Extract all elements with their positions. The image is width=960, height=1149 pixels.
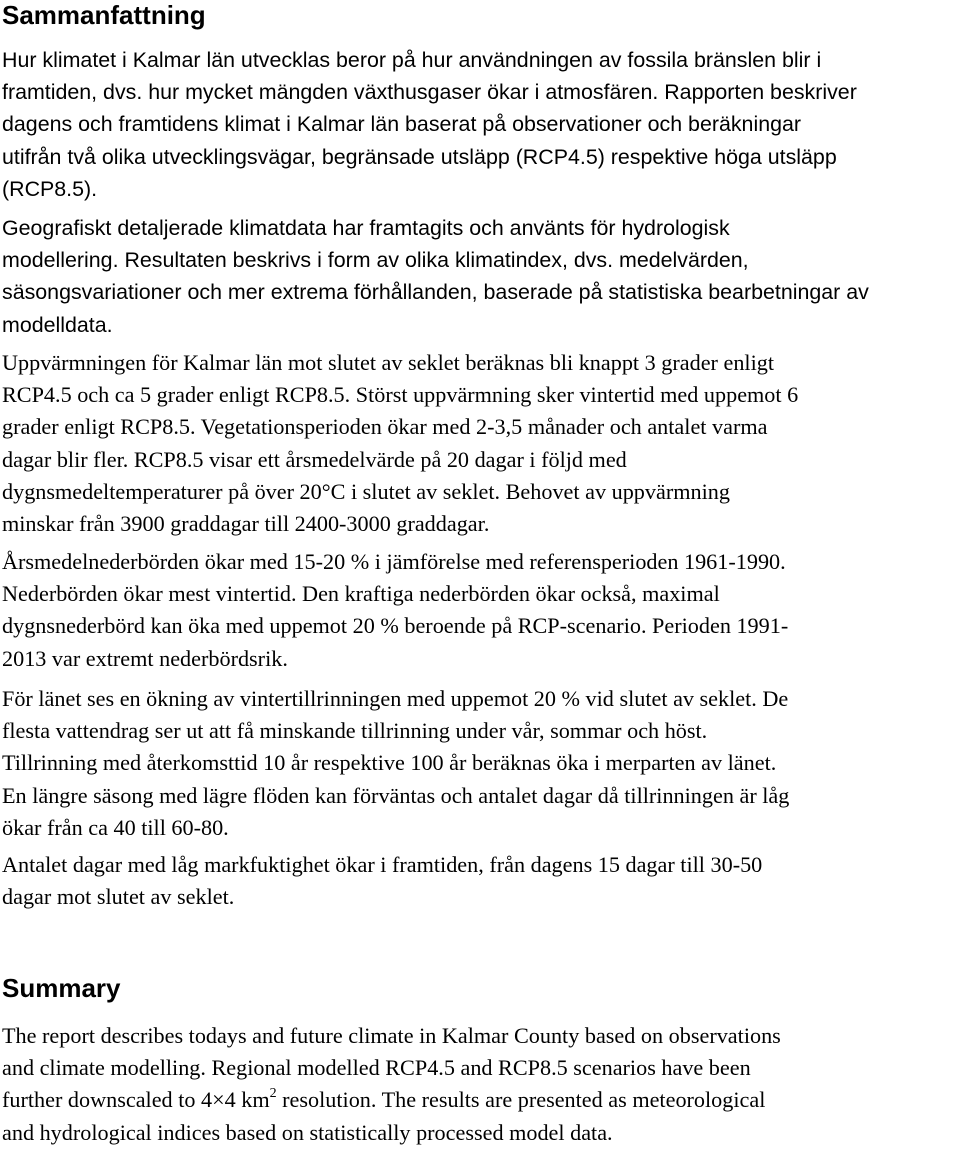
text-segment: resolution. The results are presented as meteorological — [276, 1087, 766, 1113]
text-line: ökar från ca 40 till 60-80. — [2, 814, 229, 840]
text-line: minskar från 3900 graddagar till 2400-3000 graddagar. — [2, 511, 490, 537]
text-line: RCP4.5 och ca 5 grader enligt RCP8.5. Störst uppvärmning sker vintertid med uppemot 6 — [2, 382, 799, 408]
text-line: En längre säsong med lägre flöden kan förväntas och antalet dagar då tillrinningen är låg — [2, 782, 790, 808]
text-line: dagens och framtidens klimat i Kalmar län baserat på observationer och beräkningar — [2, 112, 802, 137]
text-line: modelldata. — [2, 312, 113, 337]
swedish-paragraph-2 — [2, 212, 954, 341]
text-line: För länet ses en ökning av vintertillrinningen med uppemot 20 % vid slutet av seklet. De — [2, 686, 789, 711]
text-line: 2013 var extremt nederbördsrik. — [2, 645, 288, 671]
text-segment: further downscaled to 4×4 km — [2, 1087, 270, 1113]
text-line: utifrån två olika utvecklingsvägar, begränsade utsläpp (RCP4.5) respektive höga utsläpp — [2, 144, 837, 169]
text-line: dagar mot slutet av seklet. — [2, 884, 235, 910]
text-line: dygnsmedeltemperaturer på över 20°C i slutet av seklet. Behovet av uppvärmning — [2, 478, 730, 504]
text-line: grader enligt RCP8.5. Vegetationsperioden ökar med 2-3,5 månader och antalet varma — [2, 414, 768, 440]
swedish-paragraph-4 — [2, 546, 954, 675]
text-line: flesta vattendrag ser ut att få minskande tillrinning under vår, sommar och höst. — [2, 718, 708, 744]
text-line: Hur klimatet i Kalmar län utvecklas beror på hur användningen av fossila bränslen blir i — [2, 48, 822, 72]
text-line: modellering. Resultaten beskrivs i form av olika klimatindex, dvs. medelvärden, — [2, 248, 749, 273]
text-line: säsongsvariationer och mer extrema förhållanden, baserade på statistiska bearbetningar av — [2, 280, 869, 305]
text-line: Antalet dagar med låg markfuktighet ökar i framtiden, från dagens 15 dagar till 30-50 — [2, 852, 763, 877]
text-line: framtiden, dvs. hur mycket mängden växthusgaser ökar i atmosfären. Rapporten beskriver — [2, 80, 857, 105]
text-line: dygnsnederbörd kan öka med uppemot 20 % beroende på RCP-scenario. Perioden 1991- — [2, 613, 789, 639]
swedish-paragraph-1 — [2, 44, 954, 205]
swedish-paragraph-5 — [2, 683, 954, 844]
text-line: and climate modelling. Regional modelled RCP4.5 and RCP8.5 scenarios have been — [2, 1055, 751, 1081]
text-line: The report describes todays and future climate in Kalmar County based on observations — [2, 1023, 781, 1048]
text-line-with-superscript — [2, 1084, 954, 1116]
text-line: Nederbörden ökar mest vintertid. Den kraftiga nederbörden ökar också, maximal — [2, 581, 720, 607]
swedish-paragraph-6 — [2, 849, 954, 913]
superscript: 2 — [269, 1086, 277, 1102]
english-heading: Summary — [2, 973, 121, 1003]
text-line: Tillrinning med återkomsttid 10 år respektive 100 år beräknas öka i merparten av länet. — [2, 750, 777, 776]
text-line: Uppvärmningen för Kalmar län mot slutet av seklet beräknas bli knappt 3 grader enligt — [2, 350, 775, 375]
swedish-heading: Sammanfattning — [2, 0, 206, 30]
swedish-paragraph-3 — [2, 347, 954, 540]
text-line: and hydrological indices based on statistically processed model data. — [2, 1119, 613, 1145]
text-line: dagar blir fler. RCP8.5 visar ett årsmedelvärde på 20 dagar i följd med — [2, 446, 627, 472]
text-line: (RCP8.5). — [2, 176, 98, 201]
text-line: Geografiskt detaljerade klimatdata har framtagits och använts för hydrologisk — [2, 216, 730, 240]
text-line: Årsmedelnederbörden ökar med 15-20 % i jämförelse med referensperioden 1961-1990. — [2, 549, 786, 574]
english-paragraph — [2, 1020, 954, 1149]
